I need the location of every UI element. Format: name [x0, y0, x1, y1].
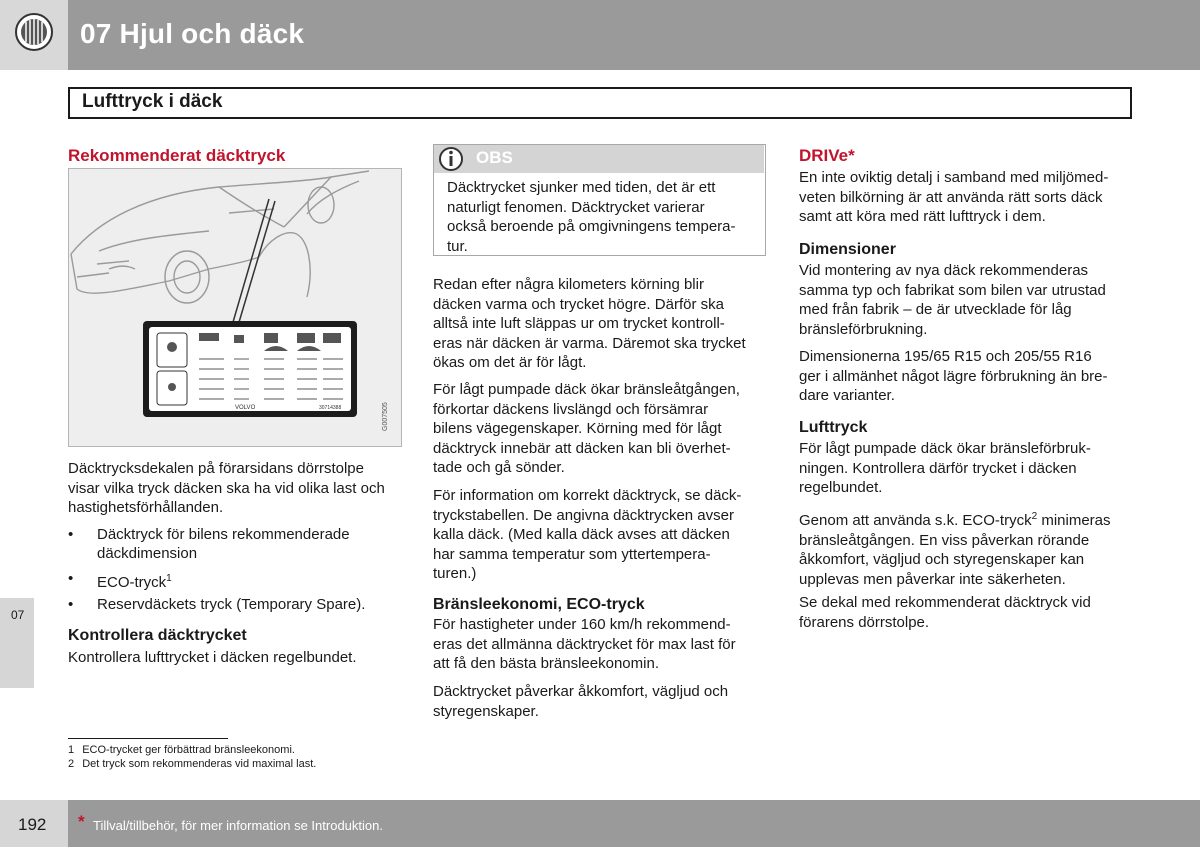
paragraph-dimension-sizes — [799, 347, 1144, 406]
text-line: ningen. Kontrollera därför trycket i däcken — [799, 459, 1077, 477]
info-icon — [438, 146, 464, 172]
obs-line: tur. — [447, 237, 468, 255]
check-heading: Kontrollera däcktrycket — [68, 627, 247, 644]
bullet-dot: • — [68, 526, 74, 543]
bullet-text: däckdimension — [97, 545, 198, 562]
dimensions-heading: Dimensioner — [799, 241, 896, 258]
text-line: För lågt pumpade däck ökar bränsleförbruk- — [799, 440, 1091, 457]
text-line: däcktryck innebär att däcken kan bli överhet- — [433, 439, 731, 457]
obs-title: OBS — [476, 148, 513, 167]
text-line: förkortar däckens livslängd och försämrar — [433, 400, 709, 418]
paragraph-low-pressure — [433, 380, 773, 478]
text-span: minimeras — [1037, 512, 1111, 529]
decal-part-number: 30714388 — [319, 405, 342, 411]
text-line: åkkomfort, vägljud och styregenskaper kan — [799, 551, 1085, 568]
chapter-side-tab-label: 07 — [11, 608, 25, 622]
text-line: Dimensionerna 195/65 R15 och 205/55 R16 — [799, 348, 1092, 365]
text-line: samt att köra med rätt lufttryck i dem. — [799, 208, 1046, 225]
paragraph-comfort — [433, 682, 773, 721]
text-line: regelbundet. — [799, 479, 883, 496]
car-decal-illustration — [69, 169, 401, 446]
paragraph-warm-tires — [433, 275, 773, 373]
decal-brand: VOLVO — [235, 405, 256, 411]
text-line: bränsleåtgången. En viss påverkan rörande — [799, 531, 1090, 549]
footnote-text: ECO-trycket ger förbättrad bränsleekonomi. — [82, 744, 295, 756]
footnote — [68, 758, 316, 770]
text-line: med från fabrik – de är utvecklade för låg — [799, 301, 1072, 318]
bullet-dot: • — [68, 570, 74, 587]
page-number: 192 — [18, 815, 47, 834]
text-span: Genom att använda s.k. ECO-tryck — [799, 512, 1032, 529]
obs-text — [447, 178, 762, 256]
paragraph-air-pressure — [799, 439, 1144, 498]
bullet-text: Däcktryck för bilens rekommenderade — [97, 526, 350, 543]
footnote-ref: 2 — [1031, 511, 1038, 522]
text-line: ger i allmänhet något lägre förbrukning än bre- — [799, 367, 1108, 385]
text-line: tryckstabellen. De angivna däcktrycken avser — [433, 506, 734, 524]
text-line: eras när däcken är varma. Däremot ska trycket — [433, 334, 746, 352]
left-heading: Rekommenderat däcktryck — [68, 146, 286, 165]
text-line: ökas om det är för lågt. — [433, 354, 587, 371]
section-title-box — [68, 87, 1132, 119]
text-line: Vid montering av nya däck rekommenderas — [799, 262, 1089, 279]
eco-heading: Bränsleekonomi, ECO-tryck — [433, 596, 645, 613]
text-line: Se dekal med rekommenderat däcktryck vid — [799, 594, 1091, 611]
text-line: För hastigheter under 160 km/h rekommend- — [433, 616, 731, 633]
text-line: dare varianter. — [799, 387, 895, 404]
chapter-title: 07 Hjul och däck — [80, 18, 305, 49]
text-line: alltså inte luft släppas ur om trycket kontroll- — [433, 315, 725, 332]
drive-heading: DRIVe* — [799, 146, 855, 165]
text-line: tade och gå sönder. — [433, 459, 565, 476]
bullet-text: Reservdäckets tryck (Temporary Spare). — [97, 596, 366, 613]
text-line: Redan efter några kilometers körning blir — [433, 276, 704, 293]
check-text: Kontrollera lufttrycket i däcken regelbundet. — [68, 649, 357, 666]
text-line: Däcktrycket påverkar åkkomfort, vägljud och — [433, 683, 729, 700]
text-line: däcken varma och trycket högre. Därför ska — [433, 295, 724, 313]
text-line: eras det allmänna däcktrycket för max last för — [433, 635, 736, 653]
text-line: styregenskaper. — [433, 702, 539, 720]
paragraph-eco — [433, 615, 773, 674]
section-title: Lufttryck i däck — [82, 91, 223, 112]
text-line: förarens dörrstolpe. — [799, 613, 930, 631]
text-line: veten bilkörning är att använda rätt sorts däck — [799, 188, 1103, 206]
footer-note: Tillval/tillbehör, för mer information se Introduktion. — [93, 818, 383, 833]
bullet-dot: • — [68, 596, 74, 613]
text-line: En inte oviktig detalj i samband med miljömed- — [799, 169, 1109, 186]
intro-line: Däcktrycksdekalen på förarsidans dörrstolpe — [68, 460, 364, 477]
text-line: bränsleförbrukning. — [799, 320, 928, 338]
text-line: har samma temperatur som yttertempera- — [433, 545, 711, 563]
paragraph-dimensions — [799, 261, 1144, 339]
text-line: bilens vägegenskaper. Körning med för lågt — [433, 420, 722, 437]
text-line: att få den bästa bränsleekonomin. — [433, 655, 659, 672]
footnote-divider — [68, 738, 228, 739]
air-pressure-heading: Lufttryck — [799, 419, 868, 436]
text-line: För information om korrekt däcktryck, se däck- — [433, 487, 742, 504]
decal-description — [68, 459, 408, 518]
paragraph-drive — [799, 168, 1144, 227]
text-line: kalla däck. (Med kalla däck avses att däcken — [433, 526, 730, 543]
paragraph-see-sticker — [799, 593, 1144, 632]
text-line — [799, 507, 1144, 531]
intro-line: hastighetsförhållanden. — [68, 499, 224, 516]
bullet-text — [97, 569, 172, 593]
obs-line: också beroende på omgivningens tempera- — [447, 218, 736, 235]
obs-line: Däcktrycket sjunker med tiden, det är ett — [447, 179, 716, 196]
paragraph-eco-pressure — [799, 507, 1144, 589]
image-code: G007505 — [382, 402, 389, 431]
footnote — [68, 744, 295, 756]
tire-pressure-decal-figure — [68, 168, 402, 447]
footnote-number: 2 — [68, 758, 75, 770]
footnote-text: Det tryck som rekommenderas vid maximal last. — [82, 758, 317, 770]
bullet-text-main: ECO-tryck — [97, 574, 167, 591]
footnote-number: 1 — [68, 744, 75, 756]
text-line: turen.) — [433, 565, 477, 582]
footnote-ref: 1 — [166, 573, 172, 584]
paragraph-cold-tires — [433, 486, 773, 584]
tire-icon — [14, 12, 54, 52]
text-line: För lågt pumpade däck ökar bränsleåtgången, — [433, 381, 740, 398]
intro-line: visar vilka tryck däcken ska ha vid olika last och — [68, 479, 385, 497]
text-line: samma typ och fabrikat som bilen var utrustad — [799, 281, 1106, 299]
footer-asterisk: * — [78, 812, 85, 831]
obs-line: naturligt fenomen. Däcktrycket varierar — [447, 198, 705, 216]
text-line: upplevas men påverkar inte säkerheten. — [799, 570, 1066, 588]
